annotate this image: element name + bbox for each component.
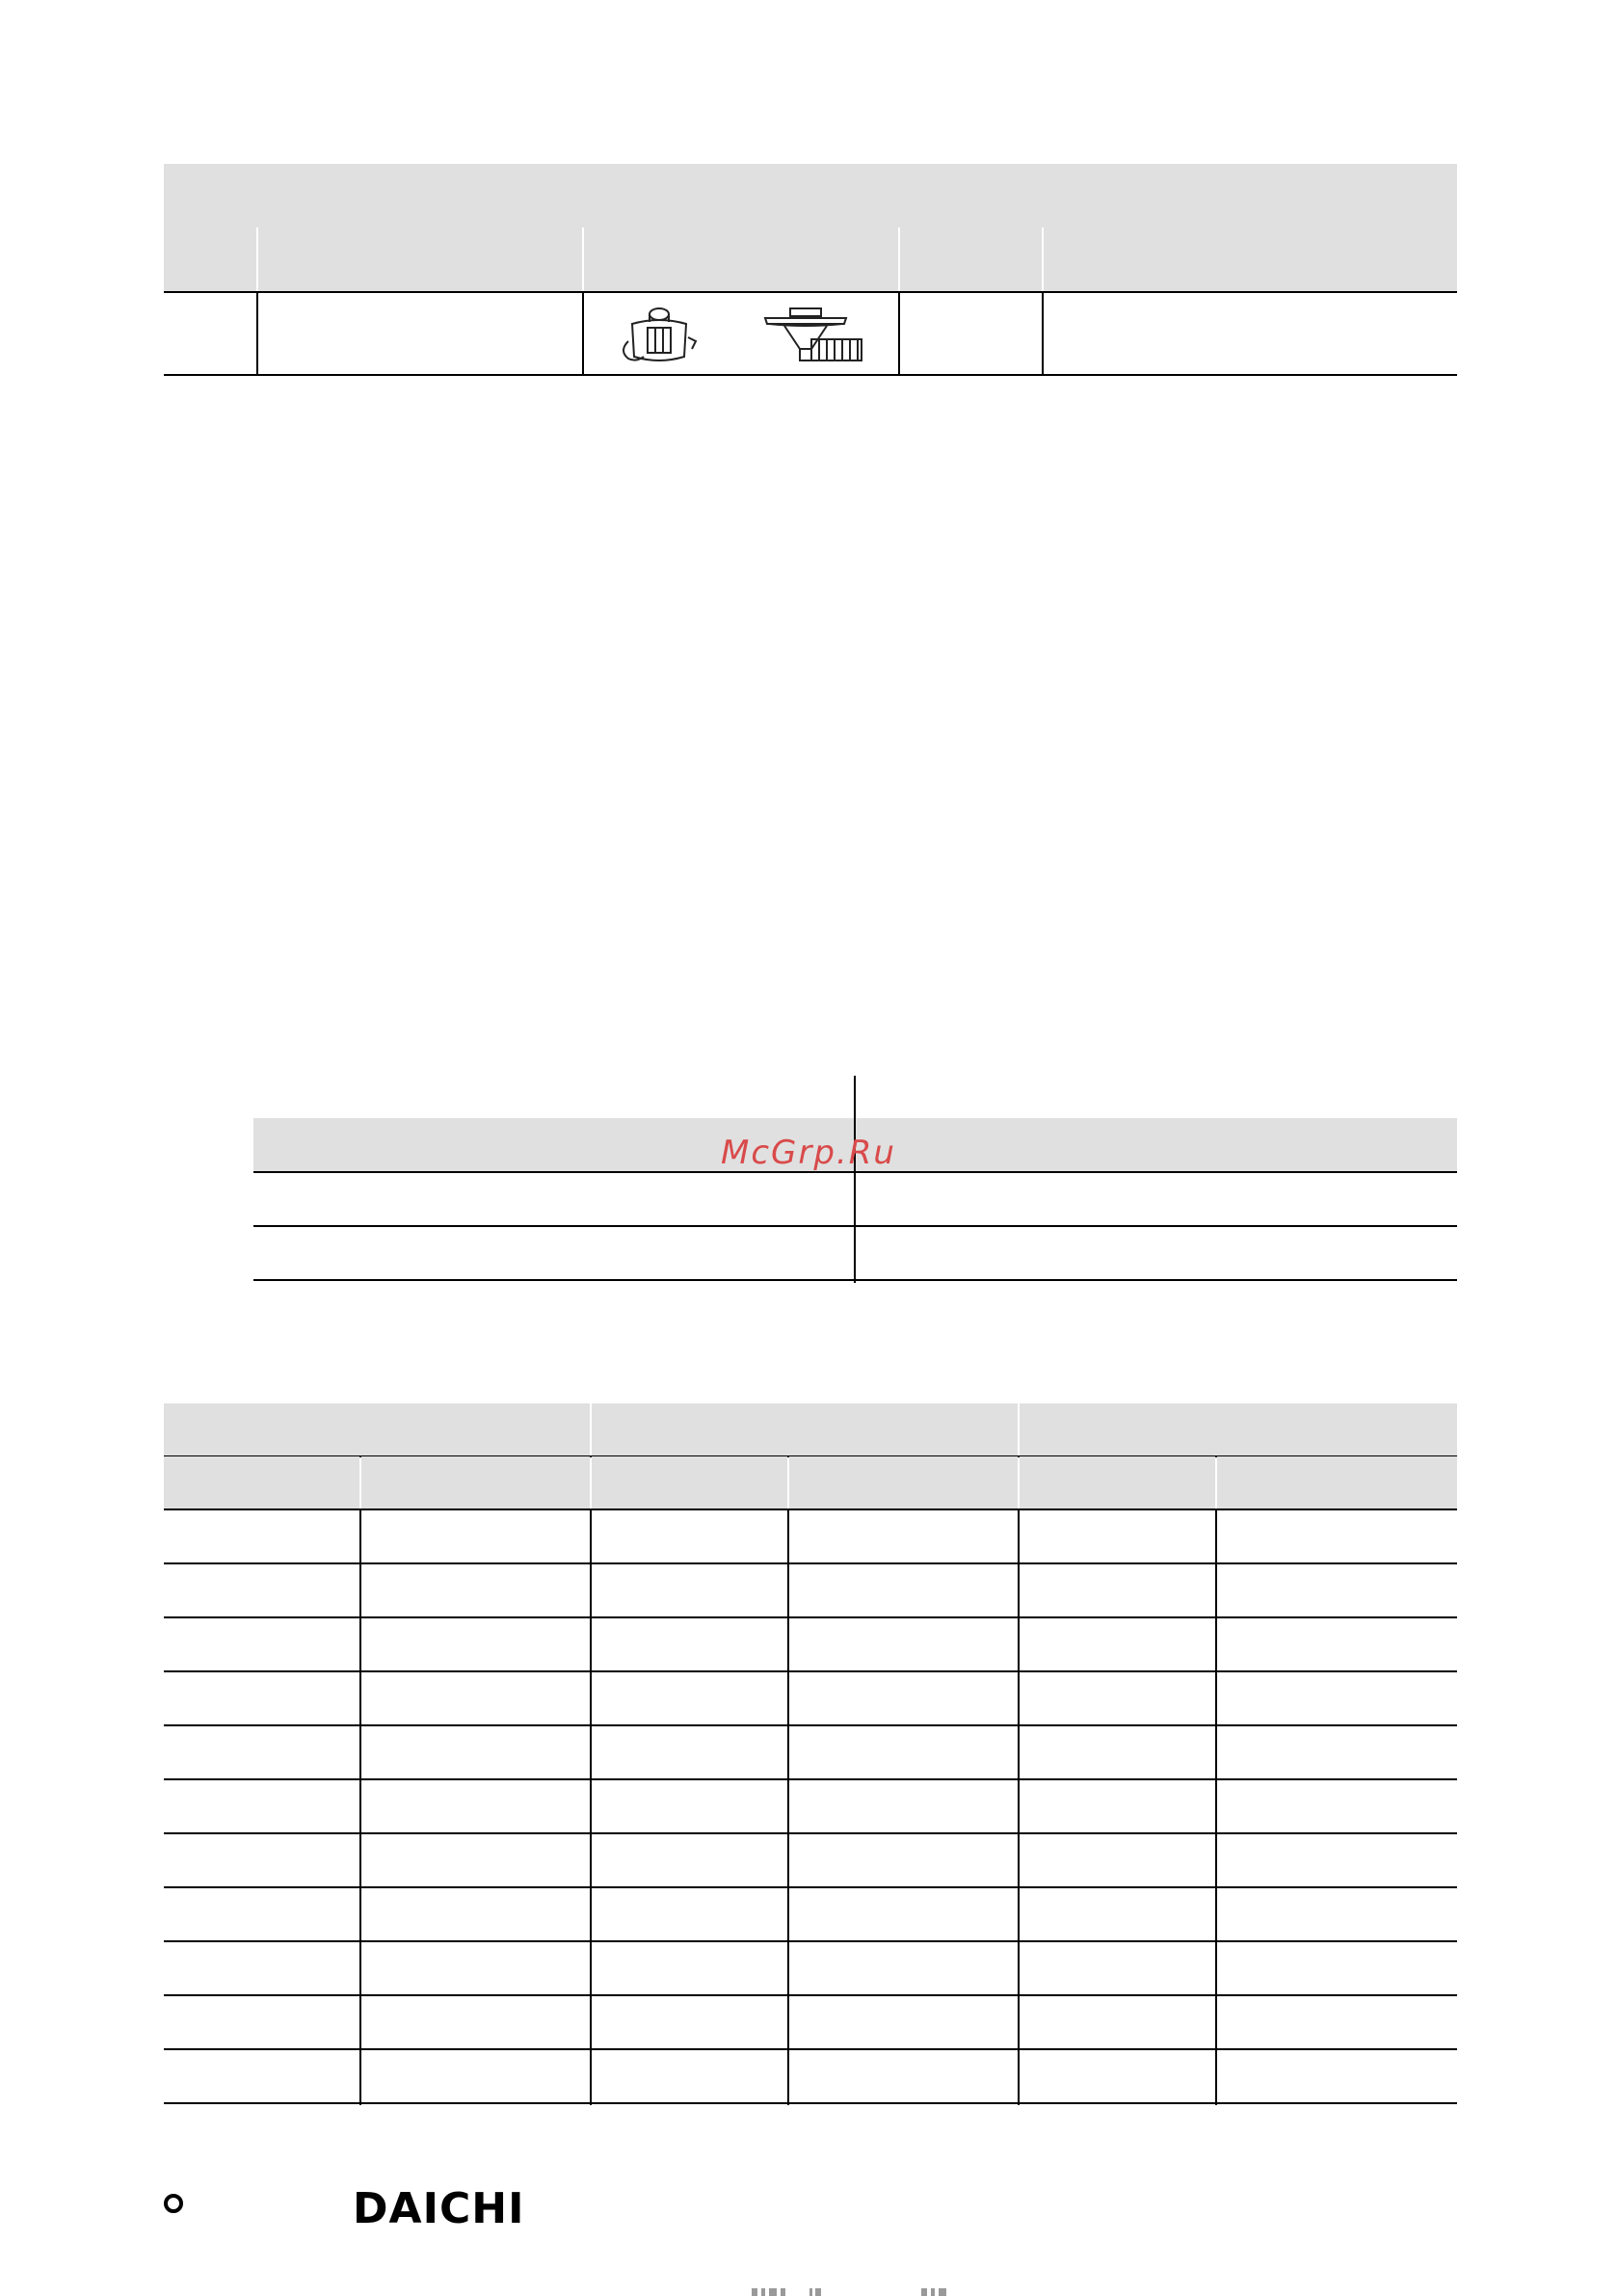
accessories-table-header-row (164, 227, 1457, 291)
drain-plug-icon (615, 303, 703, 368)
table-row (164, 1726, 1457, 1778)
table-row (164, 1564, 1457, 1616)
spec-table-group-header-row (164, 1403, 1457, 1456)
column-divider (898, 227, 900, 291)
scan-artifact (752, 2286, 983, 2296)
table-rule (164, 2102, 1457, 2104)
column-divider (582, 227, 584, 291)
column-divider (898, 291, 900, 376)
table-row (164, 1834, 1457, 1886)
watermark: McGrp.Ru (721, 1134, 896, 1172)
table-row (164, 2050, 1457, 2102)
column-divider (256, 291, 258, 376)
accessories-table-title-bar (164, 164, 1457, 227)
column-divider (1042, 291, 1044, 376)
column-divider (1018, 1403, 1020, 1456)
column-divider (1042, 227, 1044, 291)
spec-table-column-header-row (164, 1456, 1457, 1509)
table-row (164, 1618, 1457, 1670)
column-divider (582, 291, 584, 376)
brand-name: DAICHI (353, 2184, 525, 2233)
drain-joint-icon (761, 305, 867, 366)
table-row (164, 1888, 1457, 1940)
table-row (164, 1510, 1457, 1562)
table-row (164, 1780, 1457, 1832)
table-row (253, 1227, 1457, 1279)
column-divider (256, 227, 258, 291)
table-row (253, 1173, 1457, 1225)
table-row (164, 1672, 1457, 1724)
table-row (164, 1942, 1457, 1994)
table-rule (253, 1279, 1457, 1281)
table-row (164, 1996, 1457, 2048)
table-rule (164, 374, 1457, 376)
logo-ring-icon (164, 2194, 183, 2213)
